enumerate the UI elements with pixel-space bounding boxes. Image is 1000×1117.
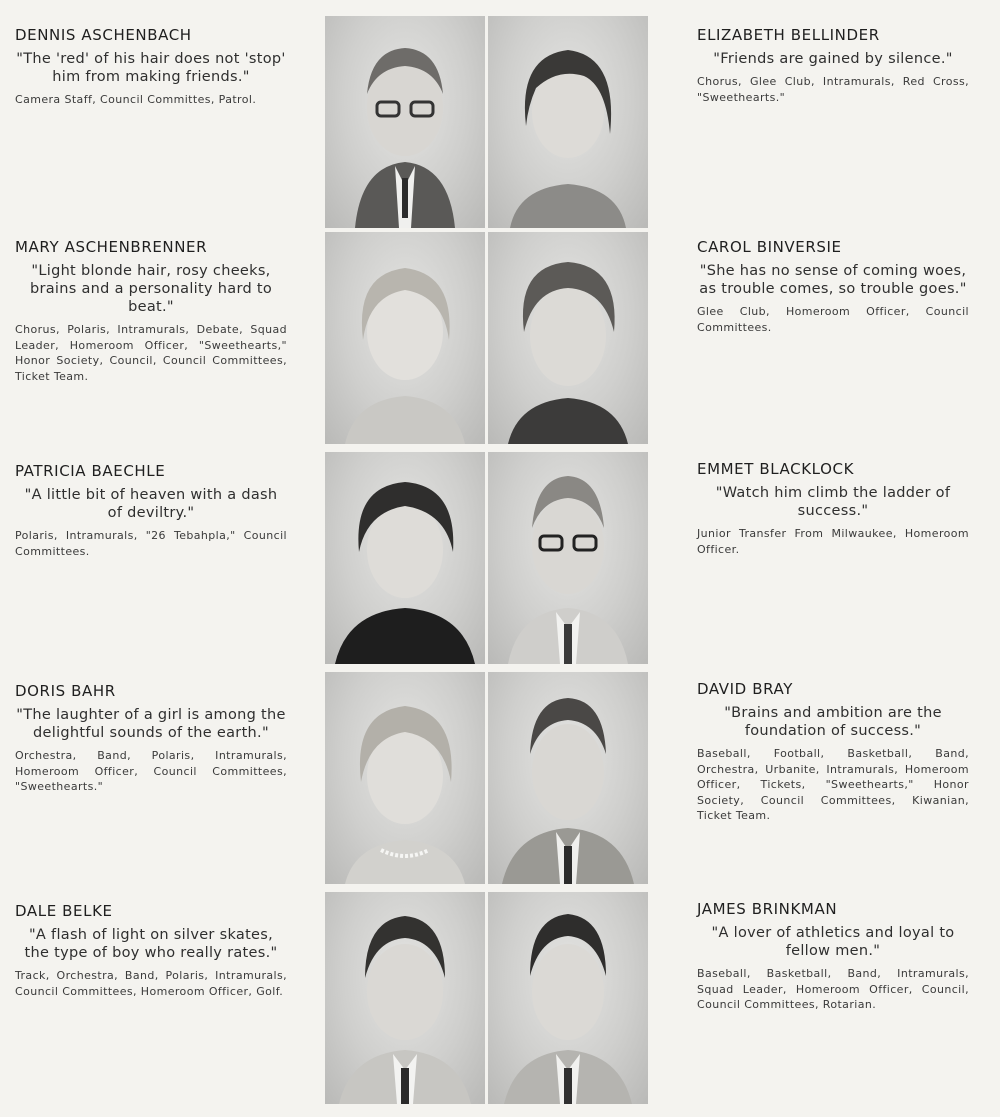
student-quote: "A little bit of heaven with a dash of deviltry.": [24, 487, 278, 521]
entry-james-brinkman: [697, 900, 969, 1013]
student-quote: "She has no sense of coming woes, as trouble comes, so trouble goes.": [699, 263, 967, 297]
student-activities: Track, Orchestra, Band, Polaris, Intramurals, Council Committees, Homeroom Officer, Golf.: [15, 969, 287, 998]
portrait-photo: [488, 672, 648, 884]
portrait-grid: [325, 16, 655, 1104]
portrait-photo: [488, 452, 648, 664]
student-quote: "Brains and ambition are the foundation of success.": [724, 705, 942, 739]
entry-elizabeth-bellinder: [697, 26, 969, 105]
portrait-photo: [325, 892, 485, 1104]
entry-carol-binversie: [697, 238, 969, 335]
student-quote: "Watch him climb the ladder of success.": [715, 485, 951, 519]
student-name: EMMET BLACKLOCK: [697, 460, 855, 478]
student-quote: "The 'red' of his hair does not 'stop' him from making friends.": [16, 51, 286, 85]
entry-emmet-blacklock: [697, 460, 969, 557]
student-activities: Glee Club, Homeroom Officer, Council Committees.: [697, 305, 969, 334]
student-name: MARY ASCHENBRENNER: [15, 238, 208, 256]
student-quote: "Light blonde hair, rosy cheeks, brains and a personality hard to beat.": [29, 263, 273, 315]
student-name: PATRICIA BAECHLE: [15, 462, 166, 480]
student-activities: Baseball, Football, Basketball, Band, Orchestra, Urbanite, Intramurals, Homeroom Officer, Tickets, "Sweethearts," Honor Society, Council Committees, Kiwanian, Ticket Team.: [697, 747, 969, 822]
portrait-photo: [325, 452, 485, 664]
entry-patricia-baechle: [15, 462, 287, 559]
entry-david-bray: [697, 680, 969, 824]
student-activities: Baseball, Basketball, Band, Intramurals, Squad Leader, Homeroom Officer, Council, Council Committees, Rotarian.: [697, 967, 969, 1011]
portrait-photo: [488, 892, 648, 1104]
student-activities: Junior Transfer From Milwaukee, Homeroom Officer.: [697, 527, 969, 556]
portrait-photo: [325, 672, 485, 884]
student-name: ELIZABETH BELLINDER: [697, 26, 880, 44]
student-name: JAMES BRINKMAN: [697, 900, 838, 918]
entry-mary-aschenbrenner: [15, 238, 287, 384]
student-name: CAROL BINVERSIE: [697, 238, 842, 256]
student-quote: "A lover of athletics and loyal to fellow men.": [711, 925, 955, 959]
portrait-photo: [488, 16, 648, 228]
student-quote: "Friends are gained by silence.": [713, 51, 953, 67]
portrait-photo: [325, 16, 485, 228]
student-activities: Polaris, Intramurals, "26 Tebahpla," Council Committees.: [15, 529, 287, 558]
student-activities: Chorus, Glee Club, Intramurals, Red Cross, "Sweethearts.": [697, 75, 969, 104]
entry-dennis-aschenbach: [15, 26, 287, 108]
student-quote: "A flash of light on silver skates, the type of boy who really rates.": [24, 927, 278, 961]
student-name: DAVID BRAY: [697, 680, 793, 698]
portrait-photo: [488, 232, 648, 444]
student-quote: "The laughter of a girl is among the delightful sounds of the earth.": [16, 707, 286, 741]
student-activities: Orchestra, Band, Polaris, Intramurals, Homeroom Officer, Council Committees, "Sweethearts.": [15, 749, 287, 793]
entry-doris-bahr: [15, 682, 287, 795]
student-name: DALE BELKE: [15, 902, 113, 920]
student-name: DORIS BAHR: [15, 682, 116, 700]
student-activities: Camera Staff, Council Committes, Patrol.: [15, 93, 257, 106]
student-name: DENNIS ASCHENBACH: [15, 26, 192, 44]
portrait-photo: [325, 232, 485, 444]
entry-dale-belke: [15, 902, 287, 999]
student-activities: Chorus, Polaris, Intramurals, Debate, Squad Leader, Homeroom Officer, "Sweethearts," Honor Society, Council, Council Committees, Ticket Team.: [15, 323, 287, 383]
